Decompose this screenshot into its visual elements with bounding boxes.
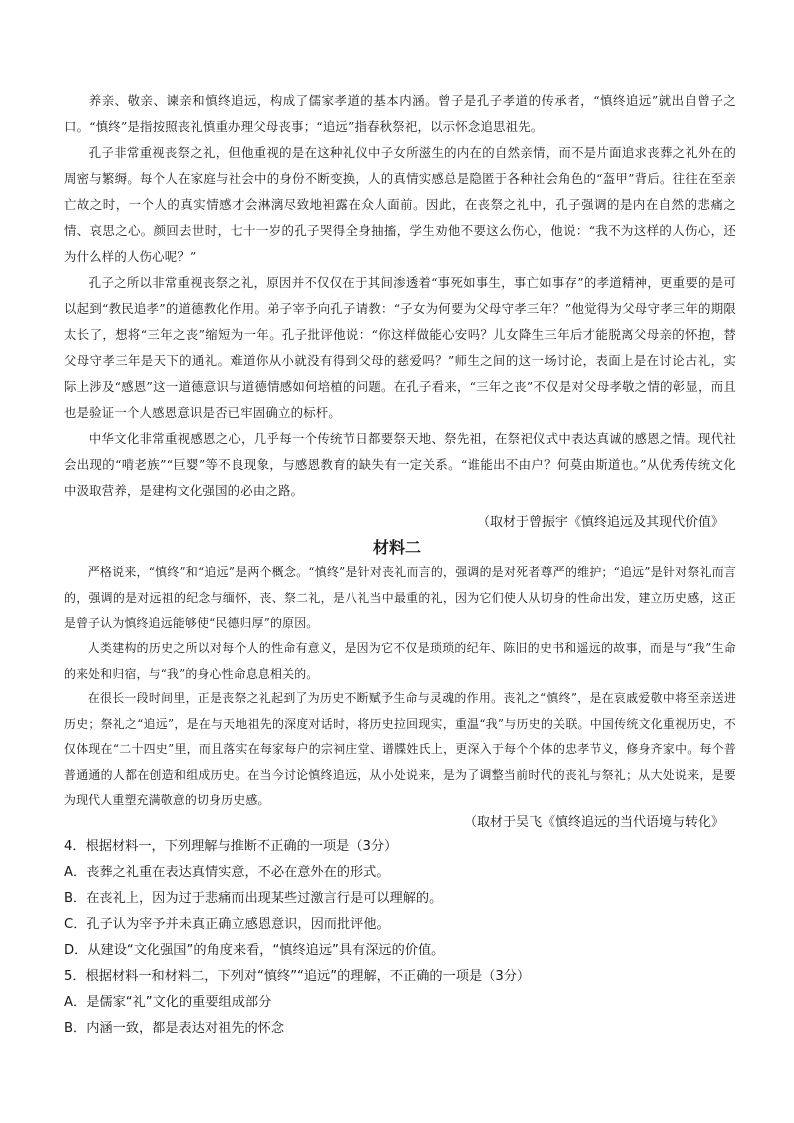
material1-paragraph-4: 中华文化非常重视感恩之心，几乎每一个传统节日都要祭天地、祭先祖，在祭祀仪式中表达真诚的感恩之情。现代社会出现的“啃老族”“巨婴”等不良现象，与感恩教育的缺失有一定关系。“谁能出不由户？何莫由斯道也。”从优秀传统文化中汲取营养，是建构文化强国的必由之路。: [64, 431, 736, 498]
question-5-option-b: B．内涵一致，都是表达对祖先的怀念: [64, 1021, 285, 1036]
question-4-option-a: A．丧葬之礼重在表达真情实意，不必在意外在的形式。: [64, 865, 390, 880]
question-5-option-a: A．是儒家“礼”文化的重要组成部分: [64, 995, 272, 1010]
question-4-option-c: C．孔子认为宰予并未真正确立感恩意识，因而批评他。: [64, 917, 390, 932]
material1-paragraph-3: 孔子之所以非常重视丧祭之礼，原因并不仅仅在于其间渗透着“事死如事生，事亡如事存”的孝道精神，更重要的是可以起到“教民追孝”的道德教化作用。弟子宰予向孔子请教：“子女为何要为父母守孝三年？”他觉得为父母守孝三年的期限太长了，想将“三年之丧”缩短为一年。孔子批评他说：“你这样做能心安吗？儿女降生三年后才能脱离父母亲的怀抱，替父母守孝三年是天下的通礼。难道你从小就没有得到父母的慈爱吗？”师生之间的这一场讨论，表面上是在讨论古礼，实际上涉及“感恩”这一道德意识与道德情感如何培植的问题。在孔子看来，“三年之丧”不仅是对父母孝敬之情的彰显，而且也是验证一个人感恩意识是否已牢固确立的标杆。: [64, 275, 736, 420]
material1-paragraph-1: 养亲、敬亲、谏亲和慎终追远，构成了儒家孝道的基本内涵。曾子是孔子孝道的传承者，“慎终追远”就出自曾子之口。“慎终”是指按照丧礼慎重办理父母丧事；“追远”指春秋祭祀，以示怀念追思祖先。: [64, 93, 736, 134]
material1-paragraph-2: 孔子非常重视丧祭之礼，但他重视的是在这种礼仪中子女所滋生的内在的自然亲情，而不是片面追求丧葬之礼外在的周密与繁缛。每个人在家庭与社会中的身份不断变换，人的真情实感总是隐匿于各种社会角色的“盔甲”背后。往往在至亲亡故之时，一个人的真实情感才会淋漓尽致地袒露在众人面前。因此，在丧祭之礼中，孔子强调的是内在自然的悲痛之情、哀思之心。颜回去世时，七十一岁的孔子哭得全身抽搐，学生劝他不要这么伤心，他说：“我不为这样的人伤心，还为什么样的人伤心呢？”: [64, 145, 736, 264]
question-4-option-b: B．在丧礼上，因为过于悲痛而出现某些过激言行是可以理解的。: [64, 891, 443, 906]
material2-paragraph-1: 严格说来，“慎终”和“追远”是两个概念。“慎终”是针对丧礼而言的，强调的是对死者尊严的维护；“追远”是针对祭礼而言的，强调的是对远祖的纪念与缅怀，丧、祭二礼，是八礼当中最重的礼，因为它们使人从切身的性命出发，建立历史感，这正是曾子认为慎终追远能够使“民德归厚”的原因。: [64, 565, 736, 631]
material2-paragraph-3: 在很长一段时间里，正是丧祭之礼起到了为历史不断赋予生命与灵魂的作用。丧礼之“慎终”，是在哀戚爱敬中将至亲送进历史；祭礼之“追远”，是在与天地祖先的深度对话时，将历史拉回现实，重温“我”与历史的关联。中国传统文化重视历史，不仅体现在“二十四史”里，而且落实在每家每户的宗祠庄堂、谱牒姓氏上，更深入于每个个体的忠孝节义，修身齐家中。每个普普通通的人都在创造和组成历史。在当今讨论慎终追远，从小处说来，是为了调整当前时代的丧礼与祭礼；从大处说来，是要为现代人重塑充满敬意的切身历史感。: [64, 691, 736, 808]
question-5-stem: 5．根据材料一和材料二，下列对“慎终”“追远”的理解，不正确的一项是（3分）: [64, 969, 531, 984]
material1-source: （取材于曾振宇《慎终追远及其现代价值》: [476, 515, 724, 530]
material2-source: （取材于吴飞《慎终追远的当代语境与转化》: [463, 815, 724, 830]
material2-paragraph-2: 人类建构的历史之所以对每个人的性命有意义，是因为它不仅是琐琐的纪年、陈旧的史书和遥远的故事，而是与“我”生命的来处和归宿，与“我”的身心性命息息相关的。: [64, 641, 736, 681]
question-4-stem: 4．根据材料一，下列理解与推断不正确的一项是（3分）: [64, 839, 398, 854]
question-4-option-d: D．从建设“文化强国”的角度来看，“慎终追远”具有深远的价值。: [64, 943, 445, 958]
material2-heading: 材料二: [372, 538, 421, 557]
